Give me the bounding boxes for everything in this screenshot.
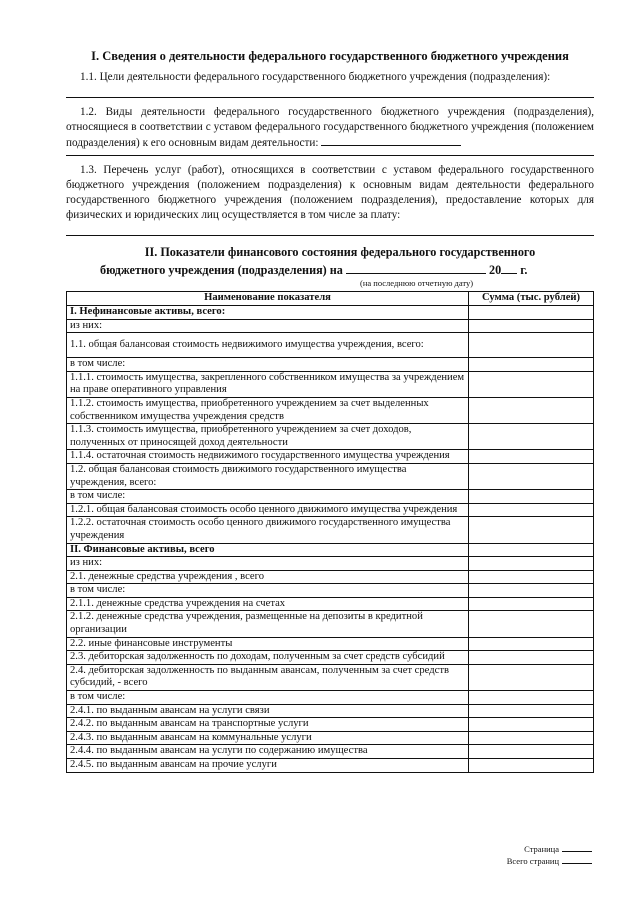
table-row: [67, 759, 594, 773]
sum-cell[interactable]: [469, 450, 594, 464]
sum-cell[interactable]: [469, 463, 594, 489]
sum-cell[interactable]: [469, 664, 594, 690]
date-hint: (на последнюю отчетную дату): [360, 278, 474, 288]
indicator-name-cell: 2.1. денежные средства учреждения , всего: [67, 570, 469, 584]
sum-cell[interactable]: [469, 306, 594, 320]
indicator-name-cell: 1.1.3. стоимость имущества, приобретенного учреждением за счет доходов, полученных от приносящей доход деятельности: [67, 424, 469, 450]
sum-cell[interactable]: [469, 570, 594, 584]
sum-cell[interactable]: [469, 424, 594, 450]
table-row: [67, 637, 594, 651]
indicator-name-cell: 2.4.5. по выданным авансам на прочие услуги: [67, 759, 469, 773]
table-row: [67, 570, 594, 584]
sum-cell[interactable]: [469, 503, 594, 517]
paragraph-1-3-line: [66, 235, 594, 236]
table-row: [67, 745, 594, 759]
table-row: [67, 490, 594, 504]
date-fill-line: [346, 261, 486, 274]
total-pages-line: [562, 855, 592, 864]
sum-cell[interactable]: [469, 651, 594, 665]
indicator-name-cell: 1.2.2. остаточная стоимость особо ценного движимого государственного имущества учреждения: [67, 517, 469, 543]
indicator-name-cell: 1.1.2. стоимость имущества, приобретенного учреждением за счет выделенных собственником имущества учреждения средств: [67, 397, 469, 423]
table-row: [67, 306, 594, 320]
indicator-name-cell: 1.1.4. остаточная стоимость недвижимого государственного имущества учреждения: [67, 450, 469, 464]
sum-cell[interactable]: [469, 371, 594, 397]
table-row: [67, 543, 594, 557]
table-row: [67, 664, 594, 690]
indicator-name-cell: 1.2.1. общая балансовая стоимость особо ценного движимого имущества учреждения: [67, 503, 469, 517]
table-row: [67, 371, 594, 397]
table-row: [67, 584, 594, 598]
section-2-title-line2: [100, 261, 580, 279]
table-row: [67, 597, 594, 611]
paragraph-1-1-line: [66, 97, 594, 98]
indicator-name-cell: 2.1.2. денежные средства учреждения, размещенные на депозиты в кредитной организации: [67, 611, 469, 637]
indicator-name-cell: 1.1.1. стоимость имущества, закрепленного собственником имущества за учреждением на праве оперативного управления: [67, 371, 469, 397]
indicator-name-cell: 2.4.2. по выданным авансам на транспортные услуги: [67, 718, 469, 732]
table-row: [67, 333, 594, 358]
sum-cell[interactable]: [469, 584, 594, 598]
year-fill-line: [501, 261, 517, 274]
page-label: Страница: [524, 844, 559, 854]
section-1-title: I. Сведения о деятельности федерального государственного бюджетного учреждения: [91, 49, 569, 63]
table-row: [67, 611, 594, 637]
table-row: [67, 503, 594, 517]
indicator-name-cell: II. Финансовые активы, всего: [67, 543, 469, 557]
indicator-name-cell: в том числе:: [67, 691, 469, 705]
indicator-name-cell: 2.4.4. по выданным авансам на услуги по содержанию имущества: [67, 745, 469, 759]
indicator-name-cell: 2.3. дебиторская задолженность по доходам, полученным за счет средств субсидий: [67, 651, 469, 665]
year-prefix: 20: [489, 263, 502, 277]
sum-cell[interactable]: [469, 718, 594, 732]
indicator-name-cell: из них:: [67, 557, 469, 571]
table-body: [67, 306, 594, 773]
sum-cell[interactable]: [469, 517, 594, 543]
paragraph-1-2-fill-line: [321, 135, 461, 146]
sum-cell[interactable]: [469, 319, 594, 333]
indicator-name-cell: 2.1.1. денежные средства учреждения на счетах: [67, 597, 469, 611]
indicator-name-cell: 2.4.3. по выданным авансам на коммунальные услуги: [67, 731, 469, 745]
table-row: [67, 731, 594, 745]
section-2-title-prefix: бюджетного учреждения (подразделения) на: [100, 263, 343, 277]
table-row: [67, 424, 594, 450]
paragraph-1-2: [66, 105, 594, 151]
sum-cell[interactable]: [469, 759, 594, 773]
table-row: [67, 557, 594, 571]
sum-cell[interactable]: [469, 333, 594, 358]
sum-cell[interactable]: [469, 490, 594, 504]
indicator-name-cell: в том числе:: [67, 358, 469, 372]
page-number-line: [562, 843, 592, 852]
paragraph-1-1: 1.1. Цели деятельности федерального государственного бюджетного учреждения (подразделения):: [80, 71, 551, 83]
section-2-title-line1: II. Показатели финансового состояния федерального государственного: [144, 245, 536, 259]
sum-cell[interactable]: [469, 691, 594, 705]
sum-cell[interactable]: [469, 397, 594, 423]
indicator-name-cell: I. Нефинансовые активы, всего:: [67, 306, 469, 320]
sum-cell[interactable]: [469, 731, 594, 745]
sum-cell[interactable]: [469, 611, 594, 637]
total-pages-label: Всего страниц: [506, 856, 559, 866]
table-row: [67, 718, 594, 732]
table-row: [67, 517, 594, 543]
column-header-name: Наименование показателя: [67, 292, 469, 306]
financial-indicators-table: [66, 291, 594, 773]
total-pages-row: [507, 855, 592, 867]
table-row: [67, 691, 594, 705]
paragraph-1-3: 1.3. Перечень услуг (работ), относящихся в соответствии с уставом федерального государственного бюджетного учреждения (положением подразделения) к основным видам деятельности федерального государственного бюджетного учреждения (положением подразделения), предоставление которых для физических и юридических лиц осуществляется в том числе за плату:: [66, 164, 594, 221]
paragraph-1-2-text: 1.2. Виды деятельности федерального государственного бюджетного учреждения (подразделения), относящиеся в соответствии с уставом федерального государственного бюджетного учреждения (положением подразделения) к его основным видам деятельности:: [66, 106, 594, 149]
paragraph-1-2-line: [66, 155, 594, 156]
sum-cell[interactable]: [469, 704, 594, 718]
sum-cell[interactable]: [469, 597, 594, 611]
indicator-name-cell: 1.2. общая балансовая стоимость движимого государственного имущества учреждения, всего:: [67, 463, 469, 489]
page-footer: [507, 843, 592, 867]
table-row: [67, 704, 594, 718]
table-row: [67, 319, 594, 333]
section-2-title: [100, 244, 580, 279]
page-number-row: [507, 843, 592, 855]
indicator-name-cell: из них:: [67, 319, 469, 333]
sum-cell[interactable]: [469, 557, 594, 571]
sum-cell[interactable]: [469, 637, 594, 651]
indicator-name-cell: 2.2. иные финансовые инструменты: [67, 637, 469, 651]
sum-cell[interactable]: [469, 358, 594, 372]
table-header-row: [67, 292, 594, 306]
table-row: [67, 651, 594, 665]
sum-cell[interactable]: [469, 543, 594, 557]
table-row: [67, 450, 594, 464]
year-suffix: г.: [520, 263, 528, 277]
indicator-name-cell: в том числе:: [67, 584, 469, 598]
indicator-name-cell: 2.4. дебиторская задолженность по выданным авансам, полученным за счет средств субсидий, - всего: [67, 664, 469, 690]
sum-cell[interactable]: [469, 745, 594, 759]
table-row: [67, 397, 594, 423]
indicator-name-cell: в том числе:: [67, 490, 469, 504]
table-row: [67, 358, 594, 372]
indicator-name-cell: 1.1. общая балансовая стоимость недвижимого имущества учреждения, всего:: [67, 333, 469, 358]
indicator-name-cell: 2.4.1. по выданным авансам на услуги связи: [67, 704, 469, 718]
column-header-sum: Сумма (тыс. рублей): [469, 292, 594, 306]
table-row: [67, 463, 594, 489]
